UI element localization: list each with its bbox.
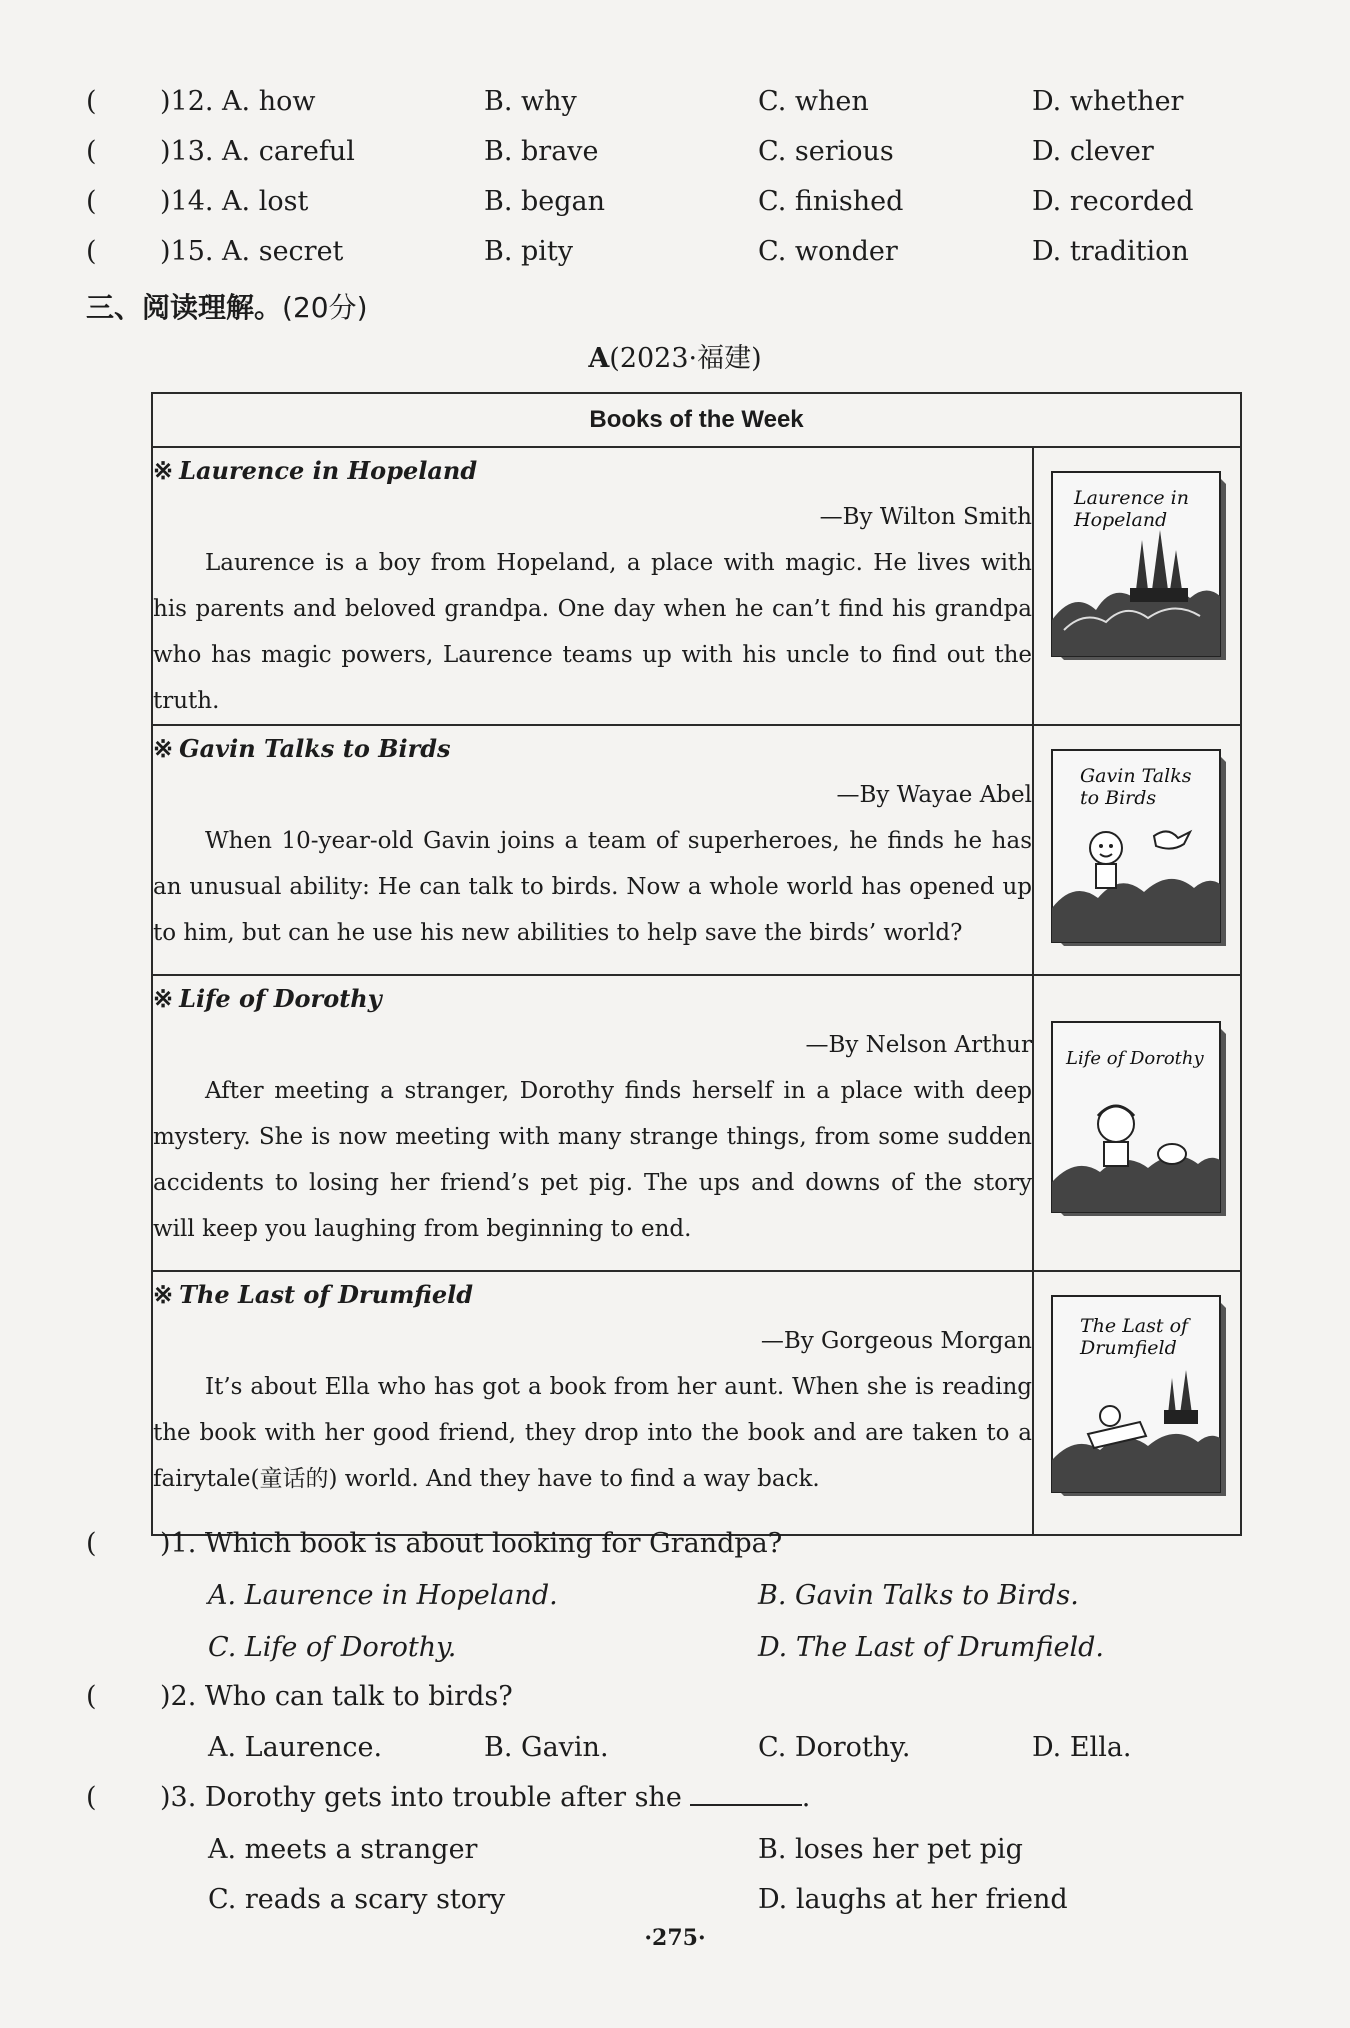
cover-title-line2: Drumfield: [1080, 1337, 1177, 1359]
reference-mark: ※: [153, 456, 174, 485]
book-author: —By Nelson Arthur: [805, 1032, 1032, 1058]
options-row: [0, 1624, 1350, 1672]
cover-title-line1: Laurence in: [1074, 487, 1189, 509]
answer-blank[interactable]: [690, 1774, 802, 1806]
option-c: C. finished: [758, 186, 904, 217]
option-b: B. Gavin Talks to Birds.: [758, 1580, 1079, 1611]
option-c: C. reads a scary story: [208, 1884, 506, 1915]
question-number: )13. A. careful: [160, 136, 355, 167]
answer-paren[interactable]: (: [86, 236, 97, 267]
page-number: ·275·: [644, 1925, 706, 1951]
cover-title-line1: Life of Dorothy: [1066, 1048, 1204, 1069]
book-cover-image: [1044, 470, 1230, 664]
book-description: When 10-year-old Gavin joins a team of superheroes, he finds he has an unusual ability: He can talk to birds. Now a whole world has opened up to him, but can he use his new abilities to help save the birds’ world?: [153, 828, 1032, 946]
option-b: B. Gavin.: [484, 1732, 609, 1763]
book-cover-image: [1044, 1294, 1230, 1500]
book-title: ※ The Last of Drumfield: [153, 1280, 474, 1309]
section-title: 三、阅读理解。: [86, 291, 283, 324]
question-number: )12. A. how: [160, 86, 316, 117]
book-row: [152, 725, 1241, 975]
cover-title-line1: The Last of: [1080, 1315, 1189, 1337]
question-number: )14. A. lost: [160, 186, 309, 217]
option-c: C. Dorothy.: [758, 1732, 911, 1763]
option-d: D. laughs at her friend: [758, 1884, 1068, 1915]
answer-paren[interactable]: (: [86, 136, 97, 167]
answer-paren[interactable]: (: [86, 1681, 97, 1712]
book-title: ※ Gavin Talks to Birds: [153, 734, 451, 763]
book-author: —By Wayae Abel: [836, 782, 1032, 808]
option-a: A. Laurence in Hopeland.: [208, 1580, 558, 1611]
section-heading: [86, 286, 368, 326]
option-a: A. meets a stranger: [208, 1834, 478, 1865]
book-cover-image: [1044, 1020, 1230, 1220]
cloze-question-15: [0, 228, 1350, 276]
passage-letter: A: [588, 343, 610, 374]
book-row: [152, 975, 1241, 1271]
question-number: )15. A. secret: [160, 236, 344, 267]
book-description: Laurence is a boy from Hopeland, a place with magic. He lives with his parents and beloved grandpa. One day when he can’t find his grandpa who has magic powers, Laurence teams up with his uncle to find out the truth.: [153, 550, 1032, 714]
option-d: D. The Last of Drumfield.: [758, 1632, 1104, 1663]
cloze-question-12: [0, 78, 1350, 126]
passage-label: [0, 336, 1350, 375]
cover-title-line2: to Birds: [1080, 787, 1157, 809]
book-row: [152, 1271, 1241, 1535]
book-author: —By Wilton Smith: [819, 504, 1032, 530]
answer-paren[interactable]: (: [86, 186, 97, 217]
options-row: [0, 1876, 1350, 1924]
book-title: ※ Life of Dorothy: [153, 984, 382, 1013]
cloze-question-14: [0, 178, 1350, 226]
reference-mark: ※: [153, 734, 174, 763]
option-b: B. loses her pet pig: [758, 1834, 1023, 1865]
option-b: B. pity: [484, 236, 574, 267]
option-c: C. when: [758, 86, 869, 117]
cloze-question-13: [0, 128, 1350, 176]
book-description: It’s about Ella who has got a book from her aunt. When she is reading the book with her good friend, they drop into the book and are taken to a fairytale(童话的) world. And they have to find a way back.: [153, 1374, 1032, 1492]
book-description: After meeting a stranger, Dorothy finds herself in a place with deep mystery. She is now meeting with many strange things, from some sudden accidents to losing her friend’s pet pig. The ups and downs of the story will keep you laughing from beginning to end.: [153, 1078, 1032, 1242]
reference-mark: ※: [153, 984, 174, 1013]
answer-paren[interactable]: (: [86, 1782, 97, 1813]
options-row: [0, 1724, 1350, 1772]
option-b: B. began: [484, 186, 606, 217]
book-cover-image: [1044, 748, 1230, 950]
option-d: D. whether: [1032, 86, 1184, 117]
section-points: (20分): [282, 291, 368, 324]
reading-question-2: [0, 1673, 1350, 1721]
options-row: [0, 1572, 1350, 1620]
cover-title-line2: Hopeland: [1074, 509, 1168, 531]
option-b: B. brave: [484, 136, 599, 167]
table-header: Books of the Week: [152, 393, 1241, 447]
option-b: B. why: [484, 86, 577, 117]
question-stem: )2. Who can talk to birds?: [160, 1681, 513, 1712]
books-table: [151, 392, 1242, 1536]
cover-title-line1: Gavin Talks: [1080, 765, 1192, 787]
reading-question-3: [0, 1774, 1350, 1822]
option-d: D. recorded: [1032, 186, 1194, 217]
question-stem: )3. Dorothy gets into trouble after she .: [160, 1774, 810, 1822]
option-d: D. clever: [1032, 136, 1154, 167]
answer-paren[interactable]: (: [86, 1528, 97, 1559]
option-c: C. serious: [758, 136, 894, 167]
book-author: —By Gorgeous Morgan: [760, 1328, 1032, 1354]
option-a: A. Laurence.: [208, 1732, 383, 1763]
passage-source: (2023·福建): [609, 343, 762, 374]
question-stem: )1. Which book is about looking for Grandpa?: [160, 1528, 783, 1559]
answer-paren[interactable]: (: [86, 86, 97, 117]
option-d: D. Ella.: [1032, 1732, 1132, 1763]
book-title: ※ Laurence in Hopeland: [153, 456, 478, 485]
option-c: C. wonder: [758, 236, 898, 267]
reference-mark: ※: [153, 1280, 174, 1309]
option-c: C. Life of Dorothy.: [208, 1632, 457, 1663]
reading-question-1: [0, 1520, 1350, 1568]
options-row: [0, 1826, 1350, 1874]
option-d: D. tradition: [1032, 236, 1189, 267]
book-row: [152, 447, 1241, 725]
